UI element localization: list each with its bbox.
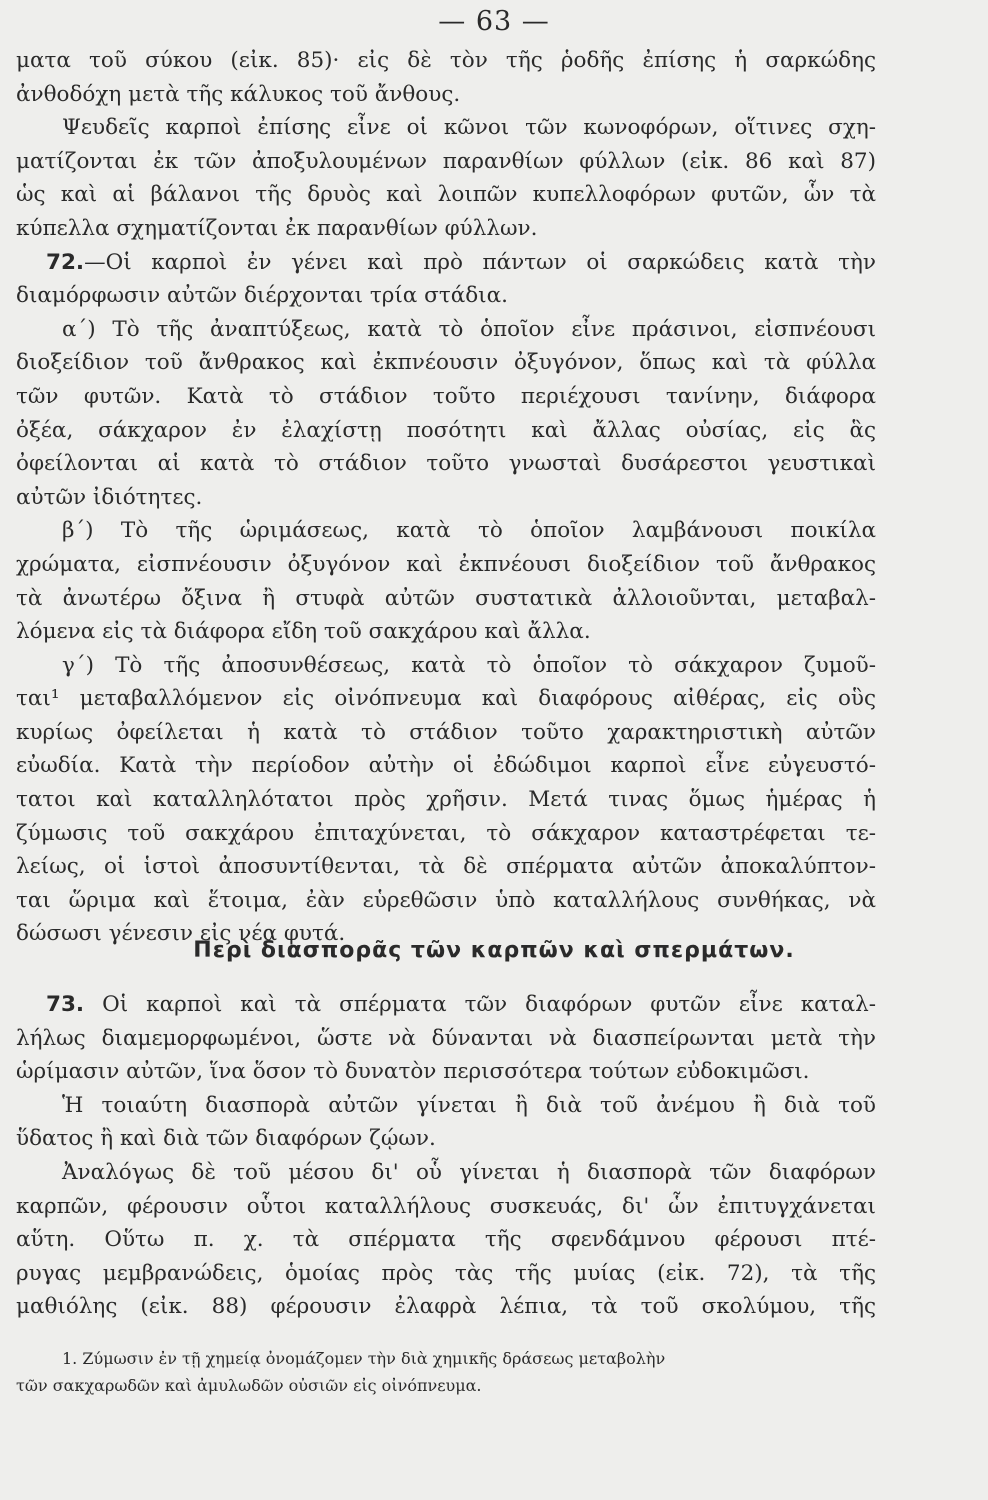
section-heading: Περὶ διασπορᾶς τῶν καρπῶν καὶ σπερμάτων. xyxy=(193,938,795,963)
text-line: διοξείδιον τοῦ ἄνθρακος καὶ ἐκπνέουσιν ὀξυγόνον, ὅπως καὶ τὰ φύλλα xyxy=(16,350,876,376)
footnote xyxy=(16,1345,876,1399)
text-line: ρυγας μεμβρανώδεις, ὁμοίας πρὸς τὰς τῆς μυίας (εἰκ. 72), τὰ τῆς xyxy=(16,1260,876,1286)
text-line: Ἡ τοιαύτη διασπορὰ αὐτῶν γίνεται ἢ διὰ τοῦ ἀνέμου ἢ διὰ τοῦ xyxy=(62,1092,876,1118)
text-line: ματα τοῦ σύκου (εἰκ. 85)· εἰς δὲ τὸν τῆς ῥοδῆς ἐπίσης ἡ σαρκώδης xyxy=(16,48,876,73)
text-line: χρώματα, εἰσπνέουσιν ὀξυγόνον καὶ ἐκπνέουσι διοξείδιον τοῦ ἄνθρακος xyxy=(16,551,876,577)
body-text-upper xyxy=(16,44,876,951)
section-number-73: 73. xyxy=(46,992,85,1017)
footnote-rule xyxy=(16,1330,876,1331)
text-line: ται ὥριμα καὶ ἕτοιμα, ἐὰν εὑρεθῶσιν ὑπὸ καταλλήλους συνθήκας, νὰ xyxy=(16,887,876,913)
text-line: καρπῶν, φέρουσιν οὗτοι καταλλήλους συσκευάς, δι' ὧν ἐπιτυγχάνεται xyxy=(16,1193,876,1219)
section-number-72: 72. xyxy=(46,249,85,275)
text-line: ἀνθοδόχη μετὰ τῆς κάλυκος τοῦ ἄνθους. xyxy=(16,81,461,107)
text-line xyxy=(16,246,876,280)
text-line: Ἀναλόγως δὲ τοῦ μέσου δι' οὗ γίνεται ἡ διασπορὰ τῶν διαφόρων xyxy=(62,1159,876,1185)
text-line: ζύμωσις τοῦ σακχάρου ἐπιταχύνεται, τὸ σάκχαρον καταστρέφεται τε- xyxy=(16,820,876,846)
text-line: ὕδατος ἢ καὶ διὰ τῶν διαφόρων ζῴων. xyxy=(16,1126,436,1152)
text-line: ὡρίμασιν αὐτῶν, ἵνα ὅσον τὸ δυνατὸν περισσότερα τούτων εὐδοκιμῶσι. xyxy=(16,1059,810,1085)
text-line: λήλως διαμεμορφωμένοι, ὥστε νὰ δύνανται νὰ διασπείρωνται μετὰ τὴν xyxy=(16,1025,876,1051)
text-line: κύπελλα σχηματίζονται ἐκ παρανθίων φύλλων. xyxy=(16,215,538,241)
text-line: δώσωσι γένεσιν εἰς νέα φυτά. xyxy=(16,921,346,947)
text-line: μαθιόλης (εἰκ. 88) φέρουσιν ἐλαφρὰ λέπια, τὰ τοῦ σκολύμου, τῆς xyxy=(16,1294,876,1320)
text-line: αὕτη. Οὕτω π. χ. τὰ σπέρματα τῆς σφενδάμνου φέρουσι πτέ- xyxy=(16,1227,876,1253)
text-line: τὰ ἀνωτέρω ὄξινα ἢ στυφὰ αὐτῶν συστατικὰ ἀλλοιοῦνται, μεταβαλ- xyxy=(16,585,876,611)
footnote-line: τῶν σακχαρωδῶν καὶ ἀμυλωδῶν οὐσιῶν εἰς οἰνόπνευμα. xyxy=(16,1376,482,1395)
text-line: λόμενα εἰς τὰ διάφορα εἴδη τοῦ σακχάρου καὶ ἄλλα. xyxy=(16,619,591,645)
text-line: τατοι καὶ καταλληλότατοι πρὸς χρῆσιν. Μετά τινας ὅμως ἡμέρας ἡ xyxy=(16,787,876,813)
text-line: α΄) Τὸ τῆς ἀναπτύξεως, κατὰ τὸ ὁποῖον εἶνε πράσινοι, εἰσπνέουσι xyxy=(62,316,876,342)
text-line-content: —Οἱ καρποὶ ἐν γένει καὶ πρὸ πάντων οἱ σαρκώδεις κατὰ τὴν xyxy=(84,249,876,275)
footnote-line: 1. Ζύμωσιν ἐν τῇ χημείᾳ ὀνομάζομεν τὴν διὰ χημικῆς δράσεως μεταβολὴν xyxy=(62,1349,666,1368)
text-line: ὡς καὶ αἱ βάλανοι τῆς δρυὸς καὶ λοιπῶν κυπελλοφόρων φυτῶν, ὧν τὰ xyxy=(16,182,876,208)
text-line: κυρίως ὀφείλεται ἡ κατὰ τὸ στάδιον τοῦτο χαρακτηριστικὴ αὐτῶν xyxy=(16,719,876,745)
text-line: β΄) Τὸ τῆς ὡριμάσεως, κατὰ τὸ ὁποῖον λαμβάνουσι ποικίλα xyxy=(62,518,876,544)
text-line: ται¹ μεταβαλλόμενον εἰς οἰνόπνευμα καὶ διαφόρους αἰθέρας, εἰς οὓς xyxy=(16,686,876,712)
body-text-lower xyxy=(16,988,876,1324)
text-line: ματίζονται ἐκ τῶν ἀποξυλουμένων παρανθίων φύλλων (εἰκ. 86 καὶ 87) xyxy=(16,148,876,174)
text-line-content: Οἱ καρποὶ καὶ τὰ σπέρματα τῶν διαφόρων φυτῶν εἶνε καταλ- xyxy=(102,992,876,1017)
text-line: εὐωδία. Κατὰ τὴν περίοδον αὐτὴν οἱ ἐδώδιμοι καρποὶ εἶνε εὐγευστό- xyxy=(16,753,876,779)
text-line: διαμόρφωσιν αὐτῶν διέρχονται τρία στάδια. xyxy=(16,283,508,309)
text-line: γ΄) Τὸ τῆς ἀποσυνθέσεως, κατὰ τὸ ὁποῖον τὸ σάκχαρον ζυμοῦ- xyxy=(62,652,876,678)
text-line xyxy=(16,988,876,1022)
page-number: — 63 — xyxy=(438,6,550,37)
text-line: λείως, οἱ ἱστοὶ ἀποσυντίθενται, τὰ δὲ σπέρματα αὐτῶν ἀποκαλύπτον- xyxy=(16,854,876,880)
text-line: Ψευδεῖς καρποὶ ἐπίσης εἶνε οἱ κῶνοι τῶν κωνοφόρων, οἵτινες σχη- xyxy=(62,115,876,141)
text-line: ὀφείλονται αἱ κατὰ τὸ στάδιον τοῦτο γνωσταὶ δυσάρεστοι γευστικαὶ xyxy=(16,451,876,477)
text-line: τῶν φυτῶν. Κατὰ τὸ στάδιον τοῦτο περιέχουσι τανίνην, διάφορα xyxy=(16,383,876,409)
text-line: αὐτῶν ἰδιότητες. xyxy=(16,484,203,510)
text-line: ὀξέα, σάκχαρον ἐν ἐλαχίστῃ ποσότητι καὶ ἄλλας οὐσίας, εἰς ἃς xyxy=(16,417,876,443)
